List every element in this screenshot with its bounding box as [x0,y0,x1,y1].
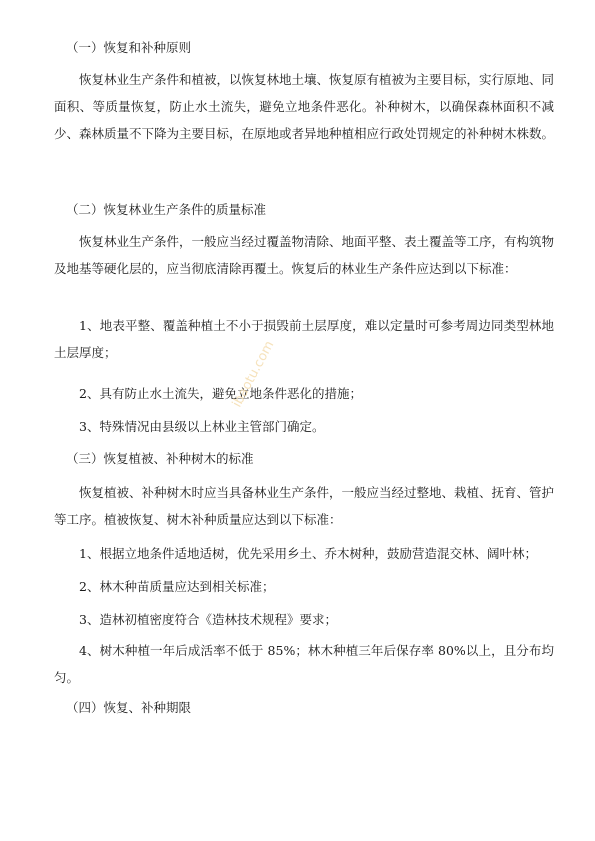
watermark-logo: ibaotu.com [229,338,278,411]
list-item-2-2: 2、具有防止水土流失，避免立地条件恶化的措施； [79,386,362,401]
section-heading-3: （三）恢复植被、补种树木的标准 [66,451,254,466]
list-item-2-1: 1、地表平整、覆盖种植土不小于损毁前土层厚度，难以定量时可参考周边同类型林地土层厚度； [54,318,554,360]
list-item-2-3: 3、特殊情况由县级以上林业主管部门确定。 [79,419,325,434]
list-item-3-1: 1、根据立地条件适地适树，优先采用乡土、乔木树种，鼓励营造混交林、阔叶林； [79,546,537,561]
paragraph-production-conditions: 恢复林业生产条件，一般应当经过覆盖物清除、地面平整、表土覆盖等工序，有构筑物及地基等硬化层的，应当彻底清除再覆土。恢复后的林业生产条件应达到以下标准： [54,234,555,276]
paragraph-restore-principle: 恢复林业生产条件和植被，以恢复林地土壤、恢复原有植被为主要目标，实行原地、同面积、等质量恢复，防止水土流失，避免立地条件恶化。补种树木，以确保森林面积不减少、森林质量不下降为主要目标，在原地或者异地种植相应行政处罚规定的补种树木株数。 [54,72,555,141]
section-heading-2: （二）恢复林业生产条件的质量标准 [66,202,267,217]
paragraph-vegetation-standard: 恢复植被、补种树木时应当具备林业生产条件，一般应当经过整地、栽植、抚育、管护等工序。植被恢复、树木补种质量应达到以下标准： [54,485,555,527]
section-heading-4: （四）恢复、补种期限 [66,700,192,715]
list-item-3-2: 2、林木种苗质量应达到相关标准； [79,579,275,594]
list-item-3-4: 4、树木种植一年后成活率不低于 85%；林木种植三年后保存率 80%以上，且分布均匀。 [54,643,554,685]
list-item-3-3: 3、造林初植密度符合《造林技术规程》要求； [79,612,337,627]
section-heading-1: （一）恢复和补种原则 [66,40,192,55]
